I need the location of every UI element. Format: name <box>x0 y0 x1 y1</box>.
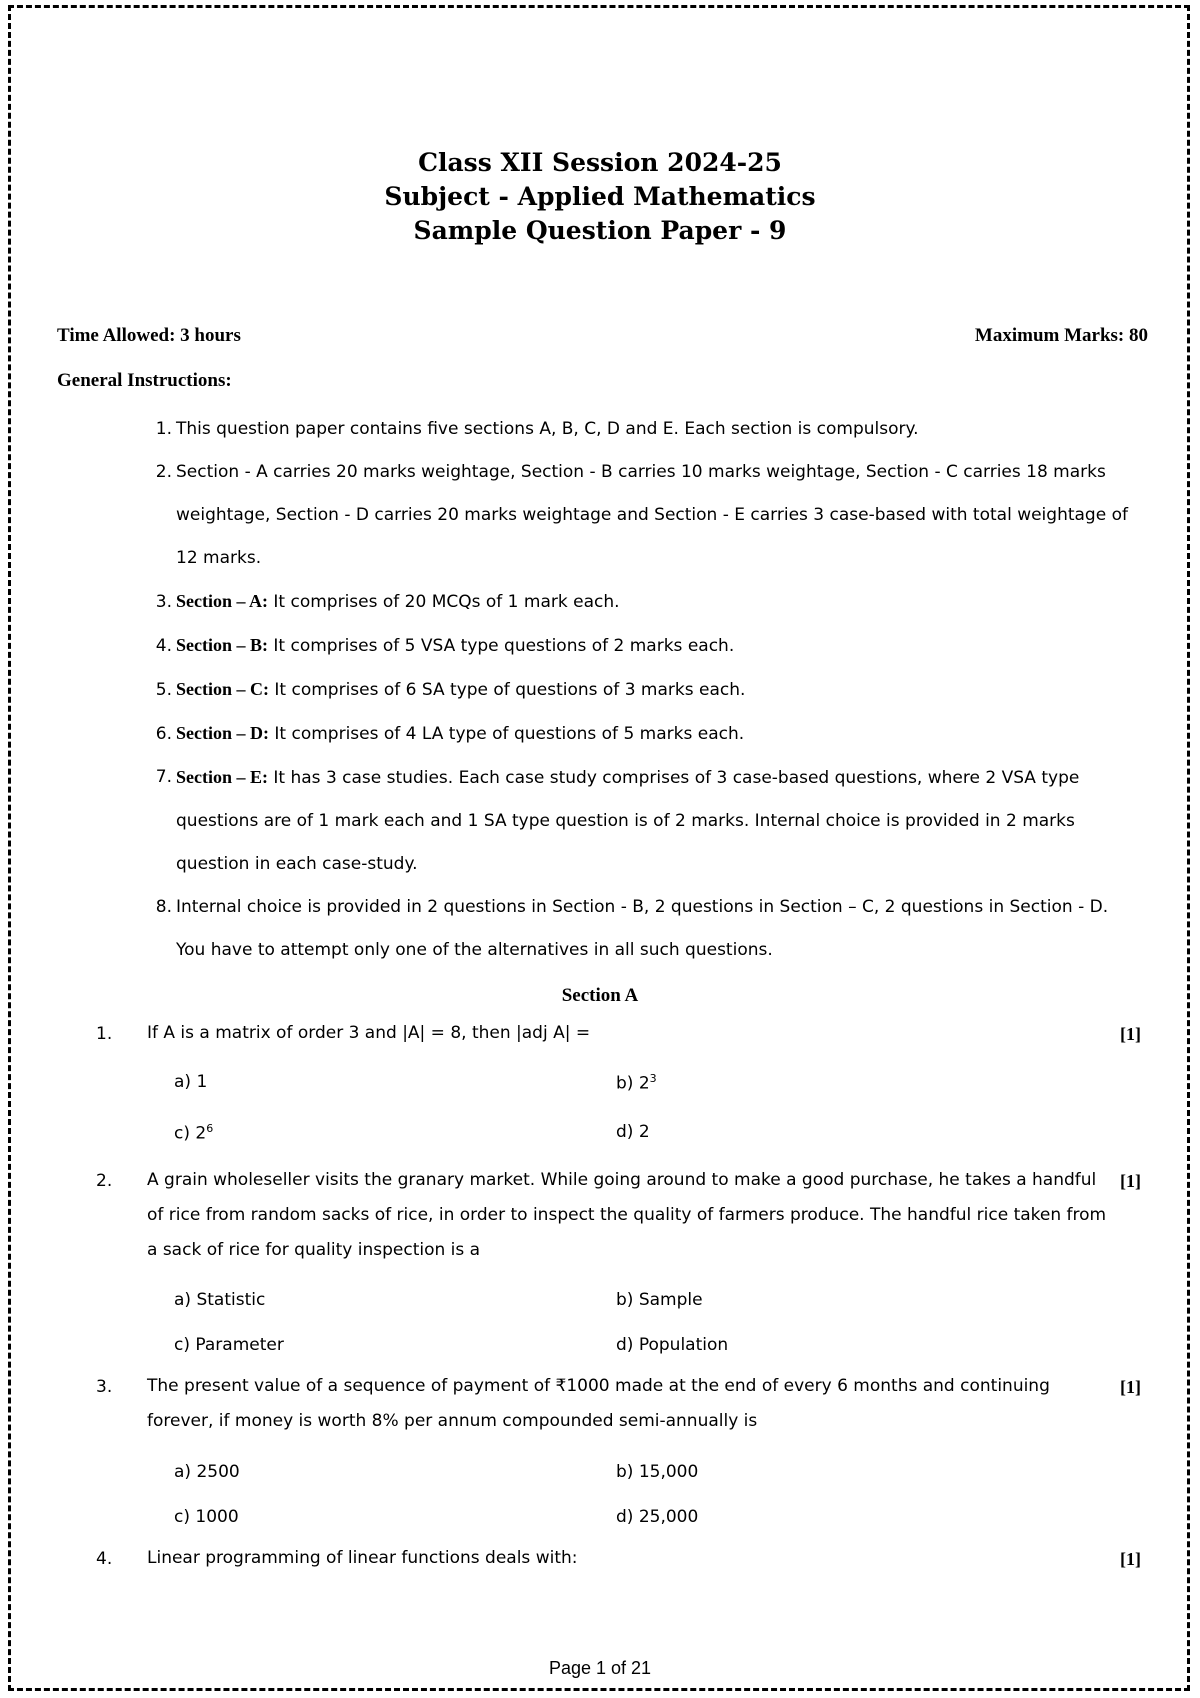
option-c: c) Parameter <box>174 1335 284 1355</box>
question-marks: [1] <box>1120 1549 1141 1569</box>
question-text: If A is a matrix of order 3 and |A| = 8, then |adj A| = <box>147 1023 591 1043</box>
option-a: a) Statistic <box>174 1290 266 1310</box>
question-number: 2. <box>96 1171 113 1191</box>
instruction-item: 7. Section – E: It has 3 case studies. Each case study comprises of 3 case-based questions, where 2 VSA type questions are of 1 mark each and 1 SA type question is of 2 marks. Internal choice is provided in 2 marks question in each case-study. <box>155 767 1080 874</box>
option-b: b) 15,000 <box>616 1462 699 1482</box>
page-footer: Page 1 of 21 <box>548 1658 652 1678</box>
question-text: Linear programming of linear functions deals with: <box>147 1548 578 1568</box>
question-marks: [1] <box>1120 1377 1141 1397</box>
instruction-item: 8. Internal choice is provided in 2 questions in Section - B, 2 questions in Section – C, 2 questions in Section - D. You have to attempt only one of the alternatives in all such questions. <box>155 897 1109 960</box>
question-number: 1. <box>96 1024 113 1044</box>
question-number: 4. <box>96 1549 113 1569</box>
header-paper: Sample Question Paper - 9 <box>413 216 787 245</box>
question-number: 3. <box>96 1377 113 1397</box>
option-b: b) $2^3$ <box>616 1072 657 1094</box>
instruction-item: 6. Section – D: It comprises of 4 LA type of questions of 5 marks each. <box>155 723 745 744</box>
question-text: The present value of a sequence of payment of ₹1000 made at the end of every 6 months and continuing forever, if money is worth 8% per annum compounded semi-annually is <box>147 1376 1050 1431</box>
option-a: a) 1 <box>174 1072 208 1092</box>
option-c: c) $2^6$ <box>174 1122 214 1144</box>
instruction-item: 5. Section – C: It comprises of 6 SA type of questions of 3 marks each. <box>155 679 746 700</box>
section-a-heading: Section A <box>561 985 639 1006</box>
instruction-item: 3. Section – A: It comprises of 20 MCQs of 1 mark each. <box>155 591 620 612</box>
time-allowed: Time Allowed: 3 hours <box>57 325 241 346</box>
general-instructions-heading: General Instructions: <box>57 370 232 391</box>
option-d: d) 2 <box>616 1122 650 1142</box>
question-marks: [1] <box>1120 1024 1141 1044</box>
option-d: d) Population <box>616 1335 729 1355</box>
question-text: A grain wholeseller visits the granary market. While going around to make a good purchase, he takes a handful of rice from random sacks of rice, in order to inspect the quality of farmers produce. The handful rice taken from a sack of rice for quality inspection is a <box>147 1170 1107 1260</box>
header-class-session: Class XII Session 2024-25 <box>418 148 782 177</box>
option-a: a) 2500 <box>174 1462 240 1482</box>
option-c: c) 1000 <box>174 1507 239 1527</box>
maximum-marks: Maximum Marks: 80 <box>974 325 1148 346</box>
question-marks: [1] <box>1120 1171 1141 1191</box>
header-subject: Subject - Applied Mathematics <box>384 182 816 211</box>
instruction-list <box>150 408 1140 972</box>
option-d: d) 25,000 <box>616 1507 699 1527</box>
instruction-item: 1. This question paper contains five sections A, B, C, D and E. Each section is compulsory. <box>155 419 919 439</box>
option-b: b) Sample <box>616 1290 703 1310</box>
instruction-item: 4. Section – B: It comprises of 5 VSA type questions of 2 marks each. <box>155 635 735 656</box>
instruction-item: 2. Section - A carries 20 marks weightage, Section - B carries 10 marks weightage, Section - C carries 18 marks weightage, Section - D carries 20 marks weightage and Section - E carries 3 case-based with total weightage of 12 marks. <box>155 462 1128 568</box>
